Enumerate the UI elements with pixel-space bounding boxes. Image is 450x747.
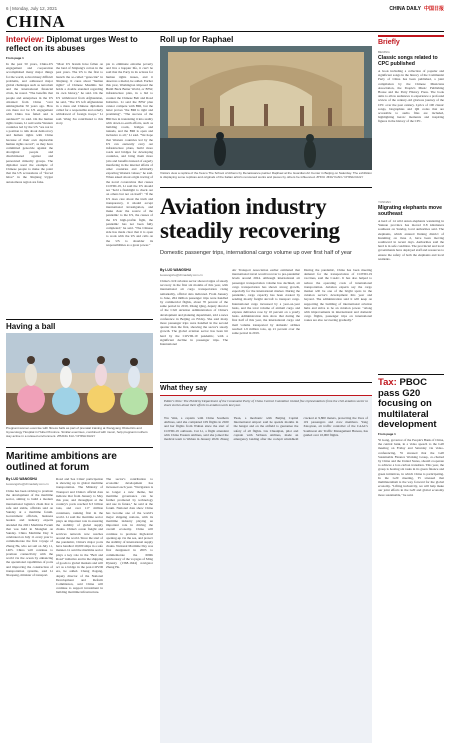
briefly-loc-2: YUNNAN [378,200,391,204]
what-they-say-header: What they say [160,385,208,392]
briefly-rule [378,35,444,37]
divider [6,319,153,320]
tax-headline [378,378,444,431]
aviation-byline: By LUO WANGSHU [160,268,192,272]
section-rule [6,31,444,32]
what-they-say-text: Wu Wen, a captain with China Southern Airlines, said she completed 109 flights in 2020 and her flights from Wuhan since the start of COVID-19 outbreak. Cui Li, a flight attendant with China Eastern Airlines, said she joined the medical team to Wuhan in January 2020. Zhang Yuan, a mechanic with Beijing Capital International Airport said he spends months in the hangar and on the airfield to guarantee the safety of all flights. Liu Chuanjian, pilot and captain with Sichuan Airlines, made an emergency landing after the cockpit windshield cracked at 9,800 meters, protecting the lives of 119 passengers and crew members. Yang Xiaoyuan, air traffic controller of the CAAC's Southwest Air Traffic Management Bureau, has guided over 10,000 flights. [164,416,368,442]
tax-headline-text: PBOC pass G20 focusing on multilateral development [378,377,437,430]
interview-headline [6,35,156,53]
paper-name-cn: 中国日报 [423,6,444,12]
tax-source: From page 1 [378,432,396,436]
paper-name [389,5,444,12]
interview-col-1: In the past 50 years, China-US engagement and cooperation accomplished many major things for the world, solved many difficult problems, and addressed major global challenges such as terrorism and the international financial crisis, he noted. "The benefits that people and enterprises in the US obtained from China "over unimaginable 50 years ago. How can there not be US engagement with China has failed and is outdated?" Li said. On the human rights issues, Li said some Western countries led by the US "are not in a position to talk about democracy and human rights with China because of their own deplorable human rights record", as they have committed genocide against the aboriginal people and discriminated against and persecuted minority groups. The diplomat used the example of Chinese people to make the point that the US accusations of "forced labor" in the Xinjiang Uygur autonomous region are false. [6,62,53,184]
briefly-loc-1: BEIJING [378,50,390,54]
masthead [6,4,444,14]
interview-kicker: Interview: [6,35,45,44]
interview-col-2: "Most US brands have fallen on the land of Xinjiang's cotton in the past years. The US is the first to launch the so-called "genocide" in Xinjiang. It cares about "human rights" of Chinese Muslims but holds a double standard regarding its own history," he said. On the US withdrawal from Afghanistan, he said, "The US left Afghanistan in a mess and Chinese diplomats called for a responsible and orderly withdrawal of foreign troops." Li said. Wang Xu contributed to this story. [56,62,103,125]
photo-left-headline: Having a ball [6,322,56,331]
raphael-exhibition-photo [160,46,372,170]
divider [6,447,153,448]
raphael-caption: Visitors view a replica of the fresco The School of Athens by Renaissance painter Raphael at the Guardian Art Center in Beijing on Saturday. The exhibition is displaying some replicas and originals of the Italian artist's renowned works and pieces by others he influenced. ZHOU JINGYUAN / CHINA DAILY [160,171,372,179]
interview-col-3: ple to eliminate extreme poverty and live a happier life, it can't be said that the Party in its actions for human rights issues, and it deserves a medal, he added. Earlier this year, Washington imposed the Build Back Better World, or B3W, infrastructure plan, in a bid to counter the Chinese Belt and Road Initiative. Li said the B3W plan cannot compete with BRI, but the latter proves "the BRI is right and promising". "The success of the BRI lies in translating it into reality with down-to-earth efforts, such as building roads, bridges and tunnels, and the BRI is open and inclusive to all," Li said. "We hope that Western countries led by the US can earnestly carry out infrastructure plans, build more roads and bridges for developing countries, and bring them more jobs and benefits instead of eagerly interfering in the internal affairs of other countries and arbitrarily exporting Western values," he said. When asked about origin tracing of the novel coronavirus that causes COVID-19, Li said the US should not "hold a flashlight to check out on others but not on itself". "If the US does care about the truth and transparency, it should accept international investigation, and make clear the source of the pandemic to the US, the causes of the US high-profile fight, the pandemic has not been fully completed," he said. "The Chinese side has made clear that it is open to work with the US and calls on the US to shoulder its responsibilities as a great power." [106,62,153,247]
photo-left-caption: Pregnant women exercise with fitness balls as part of prenatal training at Xiangyang Obstetrics and Gynecology Hospital in Hubei Province. Similar exercises, combined with music, help pregnant mothers stay active in a relaxed environment. ZHANG KAI / CHINA DAILY [6,426,148,438]
maritime-col-3: The sector's contribution to economic development has increased each year. "Navigation is no longer a new theme, but maritime governance can be further promoted by technology and use in future," he said at the forum. National data show China has become one of the world's major shipping nations, with its maritime industry playing an important role in driving the overall economy. China will continue to promote high-level opening-up via the sea, and protect the stability of international supply chains. National Maritime Day was first designated in 2005 to commemorate the 600th anniversary of the voyages of Ming Dynasty (1368-1644) navigator Zheng He. [106,477,153,570]
maritime-byline: By LUO WANGSHU [6,477,38,481]
aviation-email: luowangshu@chinadaily.com.cn [160,273,203,277]
divider [160,382,372,383]
aviation-col-3: During the pandemic, China has been meeting demand for the transportation of COVID-19 vaccines, said the CAAC. It has also helped to reduce the operating costs of international transportation. Aviation experts say the cargo market will be one of the bright spots in the aviation sector's development this year and beyond. The administration said it will keep on supporting the building of international aviation hubs and strive to be an aviation power. "Along with improvements in international and domestic cargo flights, passenger trips on international routes are also recovering gradually." [304,268,372,323]
paper-name-en: CHINA DAILY [389,6,421,12]
aviation-col-2: Air Transport Association earlier estimated that international travel would recover to pre-pandemic levels around 2024. Although international air passenger transportation volume has declined, air cargo transportation has shown strong growth, especially for the international market. During the pandemic, cargo capacity has been created by sending mostly freight aircraft to transport cargo. International cargo increased by a year-on-year basis, and the total volume of airmail cargo and express deliveries rose by 10 percent on a yearly basis. Administration data show that during the first half of this year, the international cargo and mail volume transported by domestic airlines reached 1.9 million tons, up 21 percent over the same period in 2019. [232,268,300,336]
briefly-text-1: A book including a collection of popular and significant songs in the history of the Communist Party of China has been published, a joint compilation by the Chinese Musicians Association, the People's Music Publishing House and the Party History Press. The book aims to allow audiences to experience a profound review of the century-old glorious journey of the CPC over the past century. Lyrics of 100 classic songs, biographies and QR codes that are accessible to audio files are included, highlighting heroic moments and inspiring figures in the history of the CPC. [378,69,444,124]
page-date: 6 | Monday, July 12, 2021 [6,6,58,11]
tax-kicker: Tax: [378,377,397,388]
maritime-col-1: China has been striving to promote the development of the maritime sector, aiming to build a modern international logistics chain that is safe and stable, officials said on Sunday at a maritime forum. Government officials, business leaders and industry experts attended the 2021 Maritime Forum that was held in Shanghai on Sunday. China Maritime Day is celebrated on July 11 every year to commemorate the first voyage of Zheng He, who set sail on July 11, 1405. China will continue to promote connectivity with the world via the ocean by enhancing the operational capabilities of ports and improving the construction of transportation systems, said Li Xiaopeng, minister of transport. [6,489,53,578]
briefly-headline-2: Migrating elephants move southeast [378,205,442,217]
interview-headline-text: Diplomat urges West to reflect on its abuses [6,35,138,53]
aviation-deck: Domestic passenger trips, international cargo volume up over first half of year [160,250,352,256]
maritime-email: luowangshu@chinadaily.com.cn [6,482,49,486]
prenatal-exercise-photo [6,333,153,425]
briefly-headline-1: Classic songs related to CPC published [378,55,438,67]
briefly-text-2: A herd of 14 wild Asian elephants wandering in Yunnan province has moved 0.8 kilometers southeast on Sunday, local authorities said. The elephants, which entered Jinning district of Kunming on June 2, have been moving southward in recent days. Authorities said the herd is in safe condition. The provincial and local governments have deployed staff and resources to ensure the safety of both the elephants and local residents. [378,219,444,261]
section-title: CHINA [6,12,66,31]
editors-note: Editor's Note: The Publicity Department of the Communist Party of China Central Committee invited five representatives from the civil aviation sector to share stories about their efforts in aviation work last year. [164,399,368,408]
what-they-say-box [160,395,372,743]
maritime-col-2: Road and Sea Cities' participation is showing up in global maritime transportation. The Ministry of Transport and China's official data indicate that from January to May this year, and throughput at the country's ports reached 6.3 billion tons, and over 117 million containers, ranking first in the world. Li said the maritime sector plays an important role in ensuring the stability of global supply chains. China's ocean freight and services network now reaches around the world. Since the start of the pandemic, China's major ports have handled 10,000 ships in a safe manner. Li said the maritime sector plays a key role in the "Belt and Road" initiative and in the shipping of goods to global markets and will act as a bridge in the post-COVID era, he added. Chang Jiagang, deputy director of the National Development and Reform Commission, said China will continue to support investment in building maritime infrastructure. [56,477,103,595]
maritime-headline: Maritime ambitions are outlined at forum [6,451,117,473]
divider [160,187,372,188]
raphael-headline: Roll up for Raphael [160,35,234,44]
tax-text: Yi Gang, governor of the People's Bank of China, the central bank, in a video speech to the G20 meeting on Friday and Saturday via video-conferencing, Yi stressed that the G20 Sustainable Finance Working Group, co-chaired by China and the United States, should cooperate to achieve a low-carbon transition. This year, the group is hosting six tasks in its green finance and green initiatives, in which China is participating. In the G20 meeting, Yi stressed that multilateralism is the way forward for the global economy. "Lifting inclusivity, we will help make our joint efforts in the G20 and global economy more sustainable," he said. [378,438,444,497]
aviation-headline: Aviation industry steadily recovering [160,194,340,243]
interview-source: From page 1 [6,56,24,60]
divider [378,374,444,375]
aviation-col-1: China's civil aviation sector showed signs of steady recovery in the first six months of this year, with international air cargo transportation rising remarkably, official data indicated. From January to June, 264 million passenger trips were handled by commercial flights, about 70 percent of the same period in 2019, Zhang Qing, deputy director of the Civil Aviation Administration of China's development and planning department, told a news conference in Beijing on Friday. She said many more passenger trips were handled in the second quarter than the first, showing the sector's steady growth. The global aviation sector has been hit hard by the COVID-19 pandemic, with a significant decline in passenger trips. The International [160,279,228,347]
briefly-header: Briefly [378,39,400,46]
